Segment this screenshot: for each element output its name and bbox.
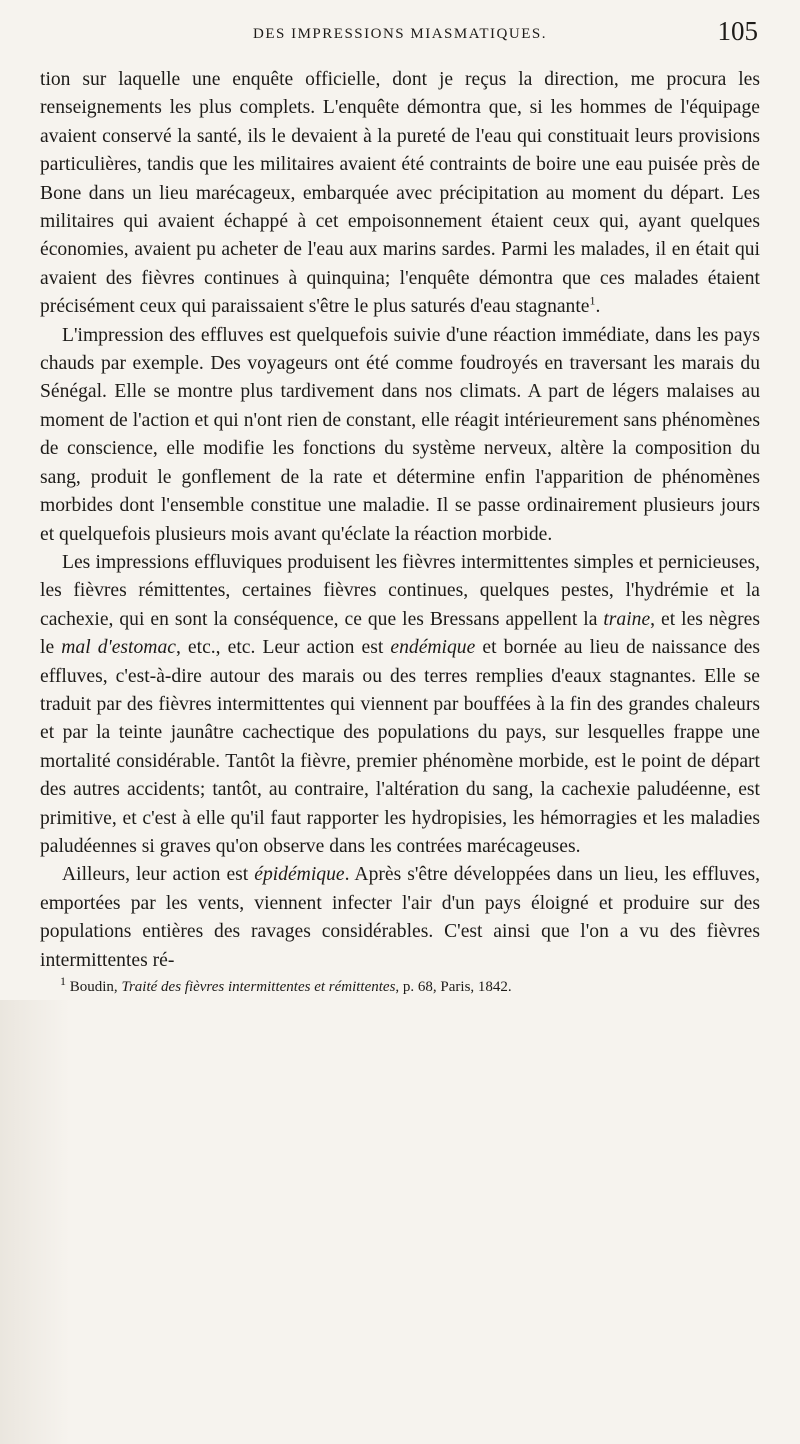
footnote-rest: , p. 68, Paris, 1842.: [395, 979, 512, 995]
paragraph-1: [40, 66, 760, 322]
term-endemique: endémique: [390, 637, 476, 659]
p4-part-b: . Après s'être développées dans un lieu, les effluves, emportées par les vents, viennent infecter l'air d'un pays éloigné et produire sur des populations entières des ravages considérables. C'est ainsi que l'on a vu des fièvres intermittentes ré-: [40, 864, 760, 971]
paragraph-3: [40, 549, 760, 861]
term-traine: traine: [603, 608, 651, 630]
p3-part-a: Les impressions effluviques produisent les fièvres intermittentes simples et pernicieuses, les fièvres rémittentes, certaines fièvres continues, quelques pestes, l'hydrémie et la cachexie, qui en sont la conséquence, ce que les Bressans appellent la: [40, 551, 760, 630]
footnote-author: Boudin,: [66, 979, 122, 995]
running-head: [40, 16, 760, 58]
paragraph-4: [40, 861, 760, 975]
paragraph-1-end: .: [595, 296, 601, 318]
footnote-mark: 1: [60, 974, 66, 988]
p3-part-b: , et les nègres le: [40, 608, 760, 659]
p3-part-d: et bornée au lieu de naissance des effluves, c'est-à-dire autour des marais ou des terres remplies d'eaux stagnantes. Elle se traduit par des fièvres intermittentes qui viennent par bouffées à la fin des grandes chaleurs et par la teinte jaunâtre cachectique des populations du pays, sur lesquelles frappe une mortalité considérable. Tantôt la fièvre, premier phénomène morbide, est le point de départ des autres accidents; tantôt, au contraire, l'altération du sang, la cachexie paludéenne, est primitive, et c'est à elle qu'il faut rapporter les hydropisies, les hémorragies et les maladies paludéennes si graves qu'on observe dans les contrées marécageuses.: [40, 637, 760, 857]
footnote-title: Traité des fièvres intermittentes et rémittentes: [121, 979, 396, 995]
paragraph-1-text: tion sur laquelle une enquête officielle, dont je reçus la direction, me procura les renseignements les plus complets. L'enquête démontra que, si les hommes de l'équipage avaient conservé la santé, ils le devaient à la pureté de l'eau qui constituait leurs provisions particulières, tandis que les militaires avaient été contraints de boire une eau puisée près de Bone dans un lieu marécageux, embarquée avec précipitation au moment du départ. Les militaires qui avaient échappé à cet empoisonnement étaient ceux qui, ayant quelques économies, avaient pu acheter de l'eau aux marins sardes. Parmi les malades, il en était qui avaient des fièvres continues à quinquina; l'enquête démontra que ces malades étaient précisément ceux qui paraissaient s'être le plus saturés d'eau stagnante: [40, 69, 760, 318]
page-number: 105: [717, 16, 758, 46]
p3-part-c: , etc., etc. Leur action est: [175, 637, 391, 659]
term-mal-estomac: mal d'estomac: [61, 637, 176, 659]
body-text: [40, 66, 760, 997]
p4-part-a: Ailleurs, leur action est: [62, 864, 255, 886]
running-title: DES IMPRESSIONS MIASMATIQUES.: [253, 26, 547, 42]
footnote-ref: 1: [589, 293, 596, 308]
paragraph-2: L'impression des effluves est quelquefois suivie d'une réaction immédiate, dans les pays chauds par exemple. Des voyageurs ont été comme foudroyés en traversant les marais du Sénégal. Elle se montre plus tardivement dans nos climats. A part de légers malaises au moment de l'action et qui n'ont rien de constant, elle réagit intérieurement sans phénomènes de conscience, elle modifie les fonctions du système nerveux, altère la composition du sang, produit le gonflement de la rate et détermine enfin l'apparition de phénomènes morbides dont l'ensemble constitue une maladie. Il se passe ordinairement plusieurs jours et quelquefois plusieurs mois avant qu'éclate la réaction morbide.: [40, 324, 760, 545]
footnote: [40, 974, 760, 997]
term-epidemique: épidémique: [254, 864, 345, 886]
